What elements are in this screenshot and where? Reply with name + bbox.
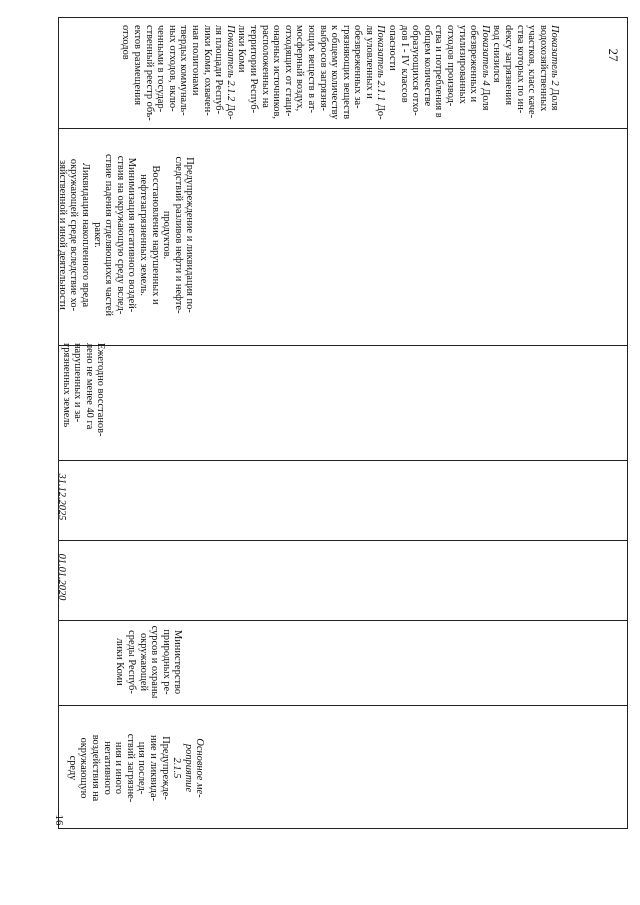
activity-text: Предупрежде- ние и ликвида- ция послед- ствий загрязне- ния и иного негативного воздействия на окружающую среду	[66, 733, 171, 803]
indicator-3-label: Показатель 2.1.1	[375, 25, 387, 102]
column-divider-5	[58, 345, 628, 346]
indicators-cell	[50, 25, 572, 127]
indicator-4-label: Показатель 2.1.2	[224, 25, 236, 102]
activity-cell	[67, 712, 217, 824]
indicator-1-label: Показатель 2	[549, 25, 561, 86]
table-border-top	[58, 17, 628, 18]
page-number: 27	[606, 48, 621, 62]
start-date-cell	[56, 537, 79, 617]
main-directions-cell	[56, 127, 207, 343]
indicator-1-text: Доля водохозяйственных участков, класс каче- ства которых по ин- dексу загрязнения вод снизился	[491, 25, 561, 119]
table-border-right	[627, 17, 628, 829]
indicator-3-text: До- ля уловленных и обезвреженных за- грязняющих веществ к общему количеству выбросов загрязня- ющих веществ в ат- мосферный воздух, отходящих от стаци- онарных источников, расположенных на территории Респуб- лики Коми	[236, 25, 387, 120]
expected-result: Ежегодно восстанов- лено не менее 40 га нарушенных и за- грязненных земель	[60, 343, 107, 437]
activity-title: Основное ме- роприятие 2.1.5	[171, 738, 206, 798]
responsible-cell	[65, 621, 195, 703]
responsible-organization: Министерство природных ре- сурсов и охраны окружающей среды Респуб- лики Коми	[114, 625, 184, 699]
column-divider-4	[58, 460, 628, 461]
indicator-2-text: Доля обезвреженных и утилизированных отходов производ- ства и потребления в общем количестве образующихся отхо- дов I - IV классов опасности	[387, 25, 491, 118]
column-divider-1	[58, 705, 628, 706]
start-date: 01.01.2020	[56, 553, 68, 601]
indicator-2-label: Показатель 4	[479, 25, 491, 86]
end-date-cell	[56, 457, 79, 537]
expected-result-cell	[60, 343, 118, 453]
end-date: 31.12.2025	[56, 473, 68, 521]
row-number: 16	[53, 814, 65, 826]
table-border-bottom	[58, 828, 628, 829]
column-divider-3	[58, 540, 628, 541]
main-directions: Предупреждение и ликвидация по- следствий разливов нефти и нефте- продуктов. Восстановление нарушенных и нефтезагрязненных земель. Минимизация негативного воздей- ствия на окружающую среду вслед- ствие падения отделяющихся частей ракет. Ликвидация накопленного вреда окружающей среде вследствие хо- зяйственной и иной деятельности	[56, 153, 196, 317]
indicator-4-text: До- ля площади Респуб- лики Коми, охвачен- ная полигонами твердых коммуналь- ных отходов, вклю- ченными в государ- ственный реестр объ- ектов размещения отходов	[120, 25, 236, 121]
